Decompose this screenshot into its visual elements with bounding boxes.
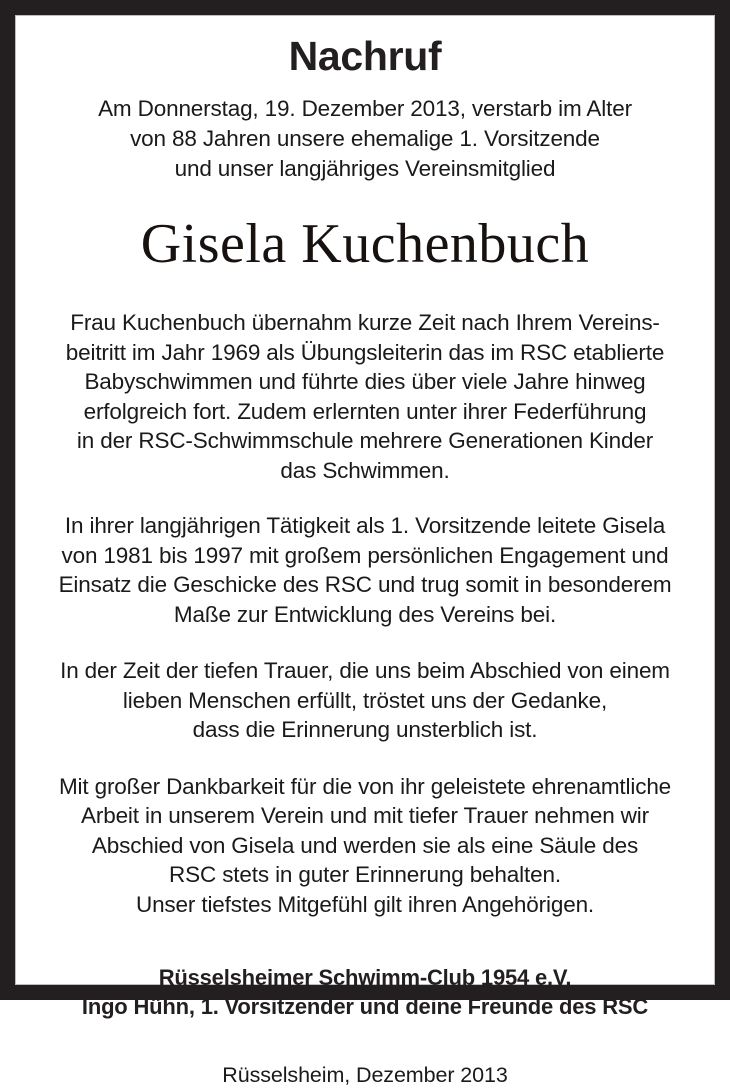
paragraph-line: Babyschwimmen und führte dies über viele Jahre hinweg xyxy=(84,369,646,394)
body-paragraph xyxy=(38,656,692,745)
paragraph-line: Mit großer Dankbarkeit für die von ihr geleistete ehrenamtliche xyxy=(58,773,672,799)
paragraph-line: In ihrer langjährigen Tätigkeit als 1. Vorsitzende leitete Gisela xyxy=(64,513,666,538)
paragraph-line: Einsatz die Geschicke des RSC und trug somit in besonderem xyxy=(58,572,672,597)
place-and-date: Rüsselsheim, Dezember 2013 xyxy=(222,1063,508,1087)
paragraph-line: Frau Kuchenbuch übernahm kurze Zeit nach Ihrem Vereins- xyxy=(70,310,660,335)
intro-line: von 88 Jahren unsere ehemalige 1. Vorsitzende xyxy=(130,126,600,151)
paragraph-line: lieben Menschen erfüllt, tröstet uns der Gedanke, xyxy=(122,687,608,713)
paragraph-line: Maße zur Entwicklung des Vereins bei. xyxy=(173,601,557,627)
paragraph-line: Arbeit in unserem Verein und mit tiefer Trauer nehmen wir xyxy=(81,803,649,828)
paragraph-line: von 1981 bis 1997 mit großem persönlichen Engagement und xyxy=(61,542,669,568)
page-title: Nachruf xyxy=(288,33,442,79)
paragraph-line: Unser tiefstes Mitgefühl gilt ihren Angehörigen. xyxy=(135,891,595,917)
paragraph-line: beitritt im Jahr 1969 als Übungsleiterin das im RSC etablierte xyxy=(65,339,665,365)
deceased-name: Gisela Kuchenbuch xyxy=(140,213,590,275)
paragraph-line: das Schwimmen. xyxy=(280,457,450,483)
intro-line: Am Donnerstag, 19. Dezember 2013, verstarb im Alter xyxy=(98,96,632,121)
signature-person: Ingo Hühn, 1. Vorsitzender und deine Freunde des RSC xyxy=(81,994,649,1019)
paragraph-line: in der RSC-Schwimmschule mehrere Generationen Kinder xyxy=(76,428,654,453)
obituary-notice-body xyxy=(15,15,715,1087)
paragraph-line: RSC stets in guter Erinnerung behalten. xyxy=(169,862,561,887)
body-paragraph xyxy=(38,511,692,629)
intro-line: und unser langjähriges Vereinsmitglied xyxy=(174,156,556,181)
paragraph-line: Abschied von Gisela und werden sie als eine Säule des xyxy=(91,832,639,858)
paragraph-line: dass die Erinnerung unsterblich ist. xyxy=(192,717,538,742)
paragraph-line: In der Zeit der tiefen Trauer, die uns beim Abschied von einem xyxy=(60,658,670,683)
signature-block xyxy=(38,963,692,1021)
intro-text xyxy=(38,94,692,184)
body-paragraph xyxy=(38,772,692,920)
body-paragraph xyxy=(38,308,692,485)
paragraph-line: erfolgreich fort. Zudem erlernten unter ihrer Federführung xyxy=(83,398,647,424)
signature-organization: Rüsselsheimer Schwimm-Club 1954 e.V. xyxy=(158,965,572,990)
